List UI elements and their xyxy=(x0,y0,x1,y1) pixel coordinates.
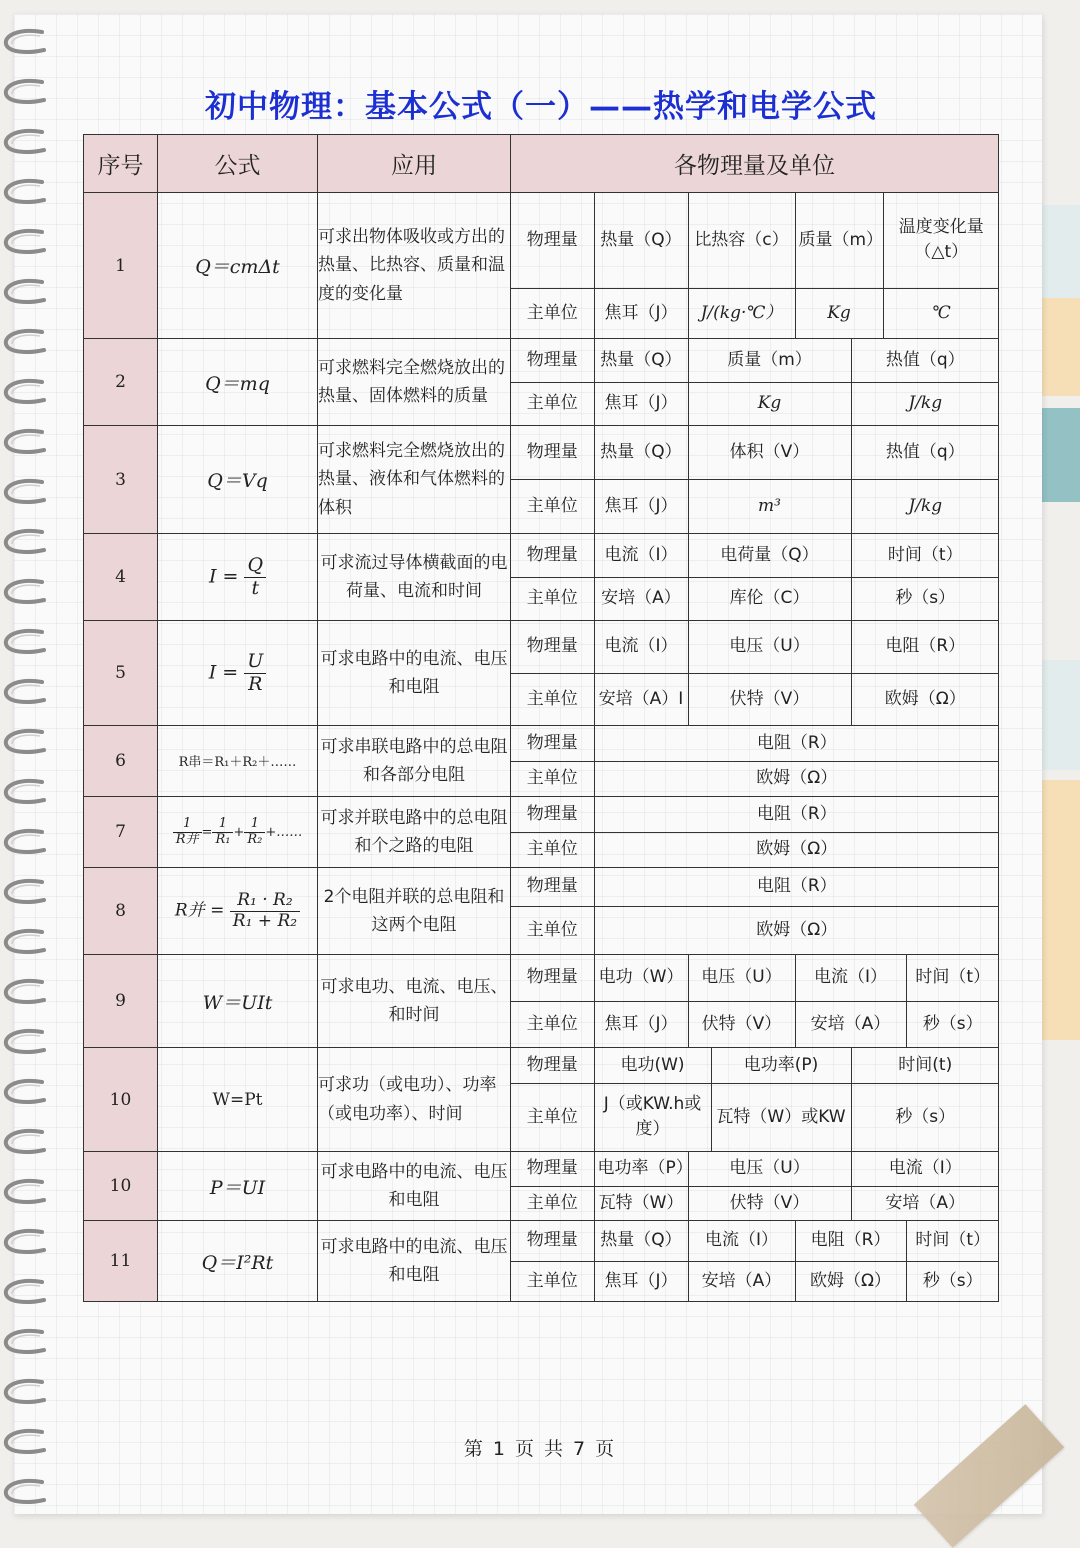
application-text: 可求并联电路中的总电阻和个之路的电阻 xyxy=(318,797,511,868)
spiral-ring-highlight xyxy=(12,235,40,244)
spiral-ring xyxy=(6,981,44,1002)
application-text: 可求电路中的电流、电压和电阻 xyxy=(318,1221,511,1302)
formula xyxy=(158,797,318,868)
spiral-ring xyxy=(6,581,44,602)
row-index: 3 xyxy=(84,426,158,534)
header-application: 应用 xyxy=(318,135,511,193)
spiral-ring xyxy=(6,931,44,952)
formula-expression: $\frac{1}{\text{R并}}$ = $\frac{1}{\text{R₁}}$ + $\frac{1}{\text{R₂}}$ +…… xyxy=(173,825,303,840)
spiral-ring xyxy=(6,1081,44,1102)
units-cell xyxy=(511,726,999,797)
spiral-ring xyxy=(6,131,44,152)
spiral-ring xyxy=(6,481,44,502)
unit-name: 欧姆（Ω） xyxy=(594,906,999,954)
tab-decoration xyxy=(1040,780,1080,1040)
row-index: 7 xyxy=(84,797,158,868)
unit-name: J/kg xyxy=(851,382,999,425)
quantity-name: 电阻（R） xyxy=(594,726,999,761)
row-index: 2 xyxy=(84,339,158,426)
quantity-name: 时间（t） xyxy=(851,534,999,577)
units-table xyxy=(511,797,999,867)
formula-lhs: R并 = xyxy=(174,900,225,921)
quantity-name: 温度变化量（△t） xyxy=(883,193,999,288)
quantity-name: 热量（Q） xyxy=(594,193,688,288)
label-unit: 主单位 xyxy=(511,1001,594,1047)
formula: Q＝I²Rt xyxy=(158,1221,318,1302)
units-table xyxy=(511,1221,999,1301)
label-unit: 主单位 xyxy=(511,1083,594,1151)
spiral-ring-highlight xyxy=(12,1185,40,1194)
unit-name: 安培（A） xyxy=(795,1001,906,1047)
spiral-ring xyxy=(6,281,44,302)
row-index: 9 xyxy=(84,955,158,1048)
spiral-ring-highlight xyxy=(12,885,40,894)
quantity-name: 电压（U） xyxy=(688,955,795,1001)
row-index: 10 xyxy=(84,1152,158,1221)
unit-name: 安培（A） xyxy=(594,577,688,620)
units-cell xyxy=(511,339,999,426)
label-unit: 主单位 xyxy=(511,288,594,338)
fraction xyxy=(212,817,233,847)
quantity-name: 热值（q） xyxy=(851,426,999,480)
unit-name: 欧姆（Ω） xyxy=(594,761,999,796)
quantity-name: 电功（W） xyxy=(594,955,688,1001)
fraction-numerator: 1 xyxy=(244,817,265,832)
formula: P＝UI xyxy=(158,1152,318,1221)
tab-decoration xyxy=(1040,660,1080,770)
table-row xyxy=(84,1048,999,1152)
unit-name: 秒（s） xyxy=(906,1261,999,1301)
label-unit: 主单位 xyxy=(511,577,594,620)
quantity-name: 电功率(P) xyxy=(711,1048,851,1083)
formula-lhs: I = xyxy=(208,661,239,683)
quantity-name: 电流（I） xyxy=(594,621,688,673)
quantity-name: 电阻（R） xyxy=(594,797,999,832)
label-quantity: 物理量 xyxy=(511,621,594,673)
tab-decoration xyxy=(1040,408,1080,502)
quantity-name: 时间(t) xyxy=(851,1048,999,1083)
unit-name: 欧姆（Ω） xyxy=(795,1261,906,1301)
label-quantity: 物理量 xyxy=(511,193,594,288)
unit-name: 焦耳（J） xyxy=(594,1261,688,1301)
spiral-ring xyxy=(6,1231,44,1252)
spiral-ring xyxy=(6,181,44,202)
spiral-ring-highlight xyxy=(12,735,40,744)
fraction xyxy=(244,555,266,600)
fraction-denominator: R₂ xyxy=(247,831,263,847)
fraction-denominator: R xyxy=(248,672,263,695)
spiral-ring xyxy=(6,1481,44,1502)
label-unit: 主单位 xyxy=(511,1261,594,1301)
application-text: 可求出物体吸收或方出的热量、比热容、质量和温度的变化量 xyxy=(318,193,511,339)
spiral-ring xyxy=(6,231,44,252)
formula-table xyxy=(83,134,999,1302)
fraction-denominator: t xyxy=(251,576,260,599)
units-table xyxy=(511,621,999,725)
spiral-ring xyxy=(6,831,44,852)
fraction xyxy=(244,651,266,696)
spiral-ring-highlight xyxy=(12,185,40,194)
units-table xyxy=(511,955,999,1047)
label-quantity: 物理量 xyxy=(511,426,594,480)
spiral-ring xyxy=(6,1031,44,1052)
unit-name: 库伦（C） xyxy=(688,577,851,620)
spiral-ring-highlight xyxy=(12,1035,40,1044)
fraction-denominator: R并 xyxy=(175,831,199,847)
quantity-name: 电荷量（Q） xyxy=(688,534,851,577)
fraction-denominator: R₁ xyxy=(215,831,231,847)
table-row xyxy=(84,955,999,1048)
spiral-ring-highlight xyxy=(12,35,40,44)
formula xyxy=(158,868,318,955)
units-table xyxy=(511,868,999,954)
label-unit: 主单位 xyxy=(511,673,594,725)
table-row xyxy=(84,1221,999,1302)
spiral-ring-highlight xyxy=(12,635,40,644)
application-text: 2个电阻并联的总电阻和这两个电阻 xyxy=(318,868,511,955)
spiral-ring xyxy=(6,1381,44,1402)
units-cell xyxy=(511,797,999,868)
unit-name: 安培（A）I xyxy=(594,673,688,725)
unit-name: 安培（A） xyxy=(851,1186,999,1220)
spiral-ring-highlight xyxy=(12,1385,40,1394)
quantity-name: 比热容（c） xyxy=(688,193,795,288)
table-row xyxy=(84,534,999,621)
unit-name: 安培（A） xyxy=(688,1261,795,1301)
application-text: 可求燃料完全燃烧放出的热量、液体和气体燃料的体积 xyxy=(318,426,511,534)
application-text: 可求电路中的电流、电压和电阻 xyxy=(318,621,511,726)
units-table xyxy=(511,193,999,338)
spiral-ring xyxy=(6,431,44,452)
spiral-ring xyxy=(6,631,44,652)
application-text: 可求电功、电流、电压、和时间 xyxy=(318,955,511,1048)
label-quantity: 物理量 xyxy=(511,1152,594,1186)
spiral-ring-highlight xyxy=(12,1485,40,1494)
quantity-name: 电流（I） xyxy=(688,1221,795,1261)
spiral-ring xyxy=(6,31,44,52)
units-cell xyxy=(511,621,999,726)
unit-name: Kg xyxy=(688,382,851,425)
table-header-row xyxy=(84,135,999,193)
unit-name: 秒（s） xyxy=(851,577,999,620)
spiral-ring-highlight xyxy=(12,585,40,594)
formula-tail: +…… xyxy=(265,824,303,840)
label-quantity: 物理量 xyxy=(511,868,594,906)
spiral-ring-highlight xyxy=(12,1085,40,1094)
spiral-ring xyxy=(6,881,44,902)
spiral-ring-highlight xyxy=(12,1235,40,1244)
label-unit: 主单位 xyxy=(511,480,594,534)
quantity-name: 热量（Q） xyxy=(594,426,688,480)
unit-name: J/(kg·℃） xyxy=(688,288,795,338)
row-index: 10 xyxy=(84,1048,158,1152)
tab-decoration xyxy=(1040,298,1080,396)
spiral-ring-highlight xyxy=(12,935,40,944)
formula xyxy=(158,621,318,726)
quantity-name: 电阻（R） xyxy=(795,1221,906,1261)
quantity-name: 电流（I） xyxy=(795,955,906,1001)
unit-name: 伏特（V） xyxy=(688,1001,795,1047)
table-row xyxy=(84,1152,999,1221)
spiral-ring xyxy=(6,1181,44,1202)
formula: W=Pt xyxy=(158,1048,318,1152)
spiral-ring-highlight xyxy=(12,835,40,844)
formula: Q＝mq xyxy=(158,339,318,426)
row-index: 4 xyxy=(84,534,158,621)
unit-name: 瓦特（W）或KW xyxy=(711,1083,851,1151)
spiral-ring-highlight xyxy=(12,435,40,444)
row-index: 5 xyxy=(84,621,158,726)
units-cell xyxy=(511,955,999,1048)
label-unit: 主单位 xyxy=(511,1186,594,1220)
quantity-name: 电压（U） xyxy=(688,621,851,673)
spiral-binding xyxy=(0,22,50,1512)
spiral-ring-highlight xyxy=(12,485,40,494)
page-number: 第 1 页 共 7 页 xyxy=(463,1438,617,1460)
units-cell xyxy=(511,1152,999,1221)
units-cell xyxy=(511,868,999,955)
quantity-name: 电阻（R） xyxy=(594,868,999,906)
label-quantity: 物理量 xyxy=(511,339,594,382)
table-row xyxy=(84,193,999,339)
quantity-name: 热量（Q） xyxy=(594,339,688,382)
label-unit: 主单位 xyxy=(511,832,594,867)
unit-name: 欧姆（Ω） xyxy=(851,673,999,725)
unit-name: Kg xyxy=(795,288,883,338)
header-quantities: 各物理量及单位 xyxy=(511,135,999,193)
fraction xyxy=(173,817,202,847)
unit-name: 瓦特（W） xyxy=(594,1186,688,1220)
label-quantity: 物理量 xyxy=(511,797,594,832)
table-row xyxy=(84,426,999,534)
unit-name: ℃ xyxy=(883,288,999,338)
unit-name: J（或KW.h或度） xyxy=(594,1083,711,1151)
unit-name: 伏特（V） xyxy=(688,1186,851,1220)
spiral-ring xyxy=(6,731,44,752)
application-text: 可求功（或电功）、功率（或电功率）、时间 xyxy=(318,1048,511,1152)
units-cell xyxy=(511,1221,999,1302)
units-table xyxy=(511,426,999,533)
unit-name: 焦耳（J） xyxy=(594,382,688,425)
unit-name: 欧姆（Ω） xyxy=(594,832,999,867)
spiral-ring xyxy=(6,681,44,702)
header-formula: 公式 xyxy=(158,135,318,193)
formula xyxy=(158,534,318,621)
quantity-name: 时间（t） xyxy=(906,955,999,1001)
unit-name: 焦耳（J） xyxy=(594,480,688,534)
formula: W＝UIt xyxy=(158,955,318,1048)
units-table xyxy=(511,726,999,796)
quantity-name: 电压（U） xyxy=(688,1152,851,1186)
fraction xyxy=(230,891,300,931)
fraction-numerator: 1 xyxy=(173,817,202,832)
spiral-ring xyxy=(6,1331,44,1352)
quantity-name: 电流（I） xyxy=(594,534,688,577)
quantity-name: 电功(W) xyxy=(594,1048,711,1083)
fraction-denominator: R₁ + R₂ xyxy=(232,910,298,931)
application-text: 可求串联电路中的总电阻和各部分电阻 xyxy=(318,726,511,797)
quantity-name: 电流（I） xyxy=(851,1152,999,1186)
page-title: 初中物理：基本公式（一）——热学和电学公式 xyxy=(205,89,877,125)
label-quantity: 物理量 xyxy=(511,1048,594,1083)
units-cell xyxy=(511,193,999,339)
spiral-ring-highlight xyxy=(12,85,40,94)
fraction-numerator: 1 xyxy=(212,817,233,832)
fraction xyxy=(244,817,265,847)
spiral-ring-highlight xyxy=(12,1285,40,1294)
quantity-name: 质量（m） xyxy=(688,339,851,382)
units-cell xyxy=(511,534,999,621)
label-unit: 主单位 xyxy=(511,382,594,425)
spiral-ring xyxy=(6,381,44,402)
formula-lhs: I = xyxy=(208,565,239,587)
spiral-ring xyxy=(6,1131,44,1152)
fraction-numerator: U xyxy=(244,651,266,674)
table-row xyxy=(84,797,999,868)
header-index: 序号 xyxy=(84,135,158,193)
quantity-name: 质量（m） xyxy=(795,193,883,288)
units-table xyxy=(511,1152,999,1220)
quantity-name: 电阻（R） xyxy=(851,621,999,673)
row-index: 1 xyxy=(84,193,158,339)
units-table xyxy=(511,534,999,620)
quantity-name: 热值（q） xyxy=(851,339,999,382)
table-row xyxy=(84,726,999,797)
application-text: 可求流过导体横截面的电荷量、电流和时间 xyxy=(318,534,511,621)
unit-name: 伏特（V） xyxy=(688,673,851,725)
spiral-ring-highlight xyxy=(12,785,40,794)
label-quantity: 物理量 xyxy=(511,955,594,1001)
label-quantity: 物理量 xyxy=(511,726,594,761)
fraction-numerator: Q xyxy=(244,555,266,578)
spiral-ring xyxy=(6,81,44,102)
spiral-ring-highlight xyxy=(12,535,40,544)
units-cell xyxy=(511,426,999,534)
label-quantity: 物理量 xyxy=(511,534,594,577)
table-row xyxy=(84,621,999,726)
unit-name: 秒（s） xyxy=(851,1083,999,1151)
spiral-ring-highlight xyxy=(12,135,40,144)
spiral-ring xyxy=(6,531,44,552)
spiral-ring-highlight xyxy=(12,685,40,694)
row-index: 8 xyxy=(84,868,158,955)
application-text: 可求电路中的电流、电压和电阻 xyxy=(318,1152,511,1221)
unit-name: 秒（s） xyxy=(906,1001,999,1047)
row-index: 6 xyxy=(84,726,158,797)
label-unit: 主单位 xyxy=(511,761,594,796)
spiral-ring-highlight xyxy=(12,1135,40,1144)
unit-name: 焦耳（J） xyxy=(594,1001,688,1047)
spiral-ring-highlight xyxy=(12,985,40,994)
label-quantity: 物理量 xyxy=(511,1221,594,1261)
spiral-ring xyxy=(6,331,44,352)
label-unit: 主单位 xyxy=(511,906,594,954)
unit-name: m³ xyxy=(688,480,851,534)
formula-text: R串＝R₁＋R₂＋…… xyxy=(178,755,297,770)
formula: Q＝cmΔt xyxy=(158,193,318,339)
spiral-ring xyxy=(6,781,44,802)
spiral-ring-highlight xyxy=(12,285,40,294)
application-text: 可求燃料完全燃烧放出的热量、固体燃料的质量 xyxy=(318,339,511,426)
row-index: 11 xyxy=(84,1221,158,1302)
spiral-ring-highlight xyxy=(12,335,40,344)
table-row xyxy=(84,339,999,426)
formula xyxy=(158,726,318,797)
quantity-name: 时间（t） xyxy=(906,1221,999,1261)
units-table xyxy=(511,1048,999,1151)
quantity-name: 热量（Q） xyxy=(594,1221,688,1261)
table-row xyxy=(84,868,999,955)
formula: Q＝Vq xyxy=(158,426,318,534)
quantity-name: 体积（V） xyxy=(688,426,851,480)
unit-name: 焦耳（J） xyxy=(594,288,688,338)
units-table xyxy=(511,339,999,425)
units-cell xyxy=(511,1048,999,1152)
spiral-ring-highlight xyxy=(12,385,40,394)
spiral-ring xyxy=(6,1281,44,1302)
quantity-name: 电功率（P） xyxy=(594,1152,688,1186)
tab-decoration xyxy=(1040,205,1080,300)
unit-name: J/kg xyxy=(851,480,999,534)
spiral-ring-highlight xyxy=(12,1335,40,1344)
fraction-numerator: R₁ · R₂ xyxy=(230,891,300,912)
